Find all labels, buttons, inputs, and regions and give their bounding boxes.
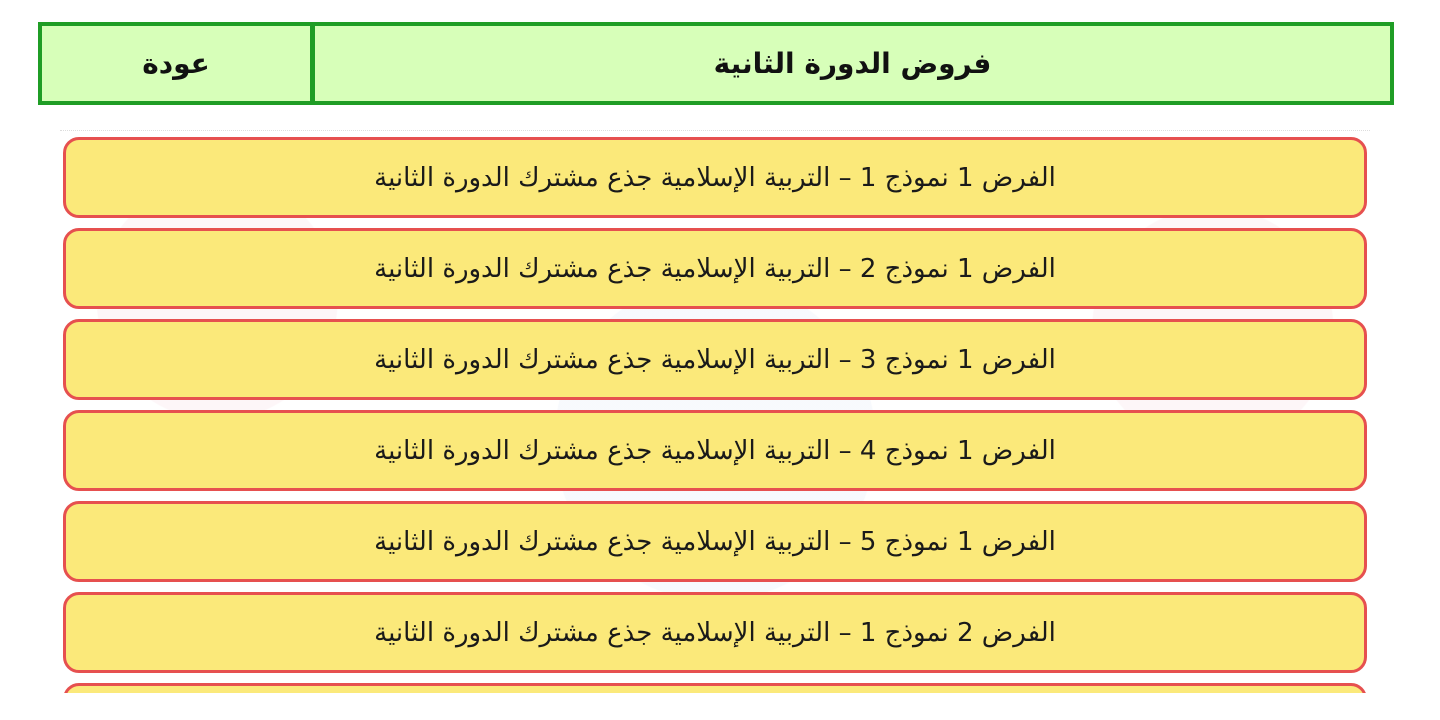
list-item-label: الفرض 1 نموذج 3 – التربية الإسلامية جذع مشترك الدورة الثانية [374,344,1056,375]
list-item-label: الفرض 1 نموذج 2 – التربية الإسلامية جذع مشترك الدورة الثانية [374,253,1056,284]
list-item-label: الفرض 2 نموذج 1 – التربية الإسلامية جذع مشترك الدورة الثانية [374,617,1056,648]
list-item-label: الفرض 1 نموذج 1 – التربية الإسلامية جذع مشترك الدورة الثانية [374,162,1056,193]
list-item-label: الفرض 1 نموذج 4 – التربية الإسلامية جذع مشترك الدورة الثانية [374,435,1056,466]
list-item[interactable] [63,319,1367,400]
page-title: فروض الدورة الثانية [713,47,992,80]
list-item[interactable] [63,410,1367,491]
list-item[interactable] [63,592,1367,673]
list-item[interactable] [63,501,1367,582]
exam-list-container[interactable] [60,130,1370,693]
list-item-label: الفرض 1 نموذج 5 – التربية الإسلامية جذع مشترك الدورة الثانية [374,526,1056,557]
list-item[interactable] [63,683,1367,693]
list-item[interactable] [63,228,1367,309]
page-title-cell [315,26,1390,101]
header-bar [38,22,1394,105]
exam-list [63,137,1367,693]
back-button[interactable] [42,26,315,101]
list-item[interactable] [63,137,1367,218]
back-button-label: عودة [142,47,210,80]
